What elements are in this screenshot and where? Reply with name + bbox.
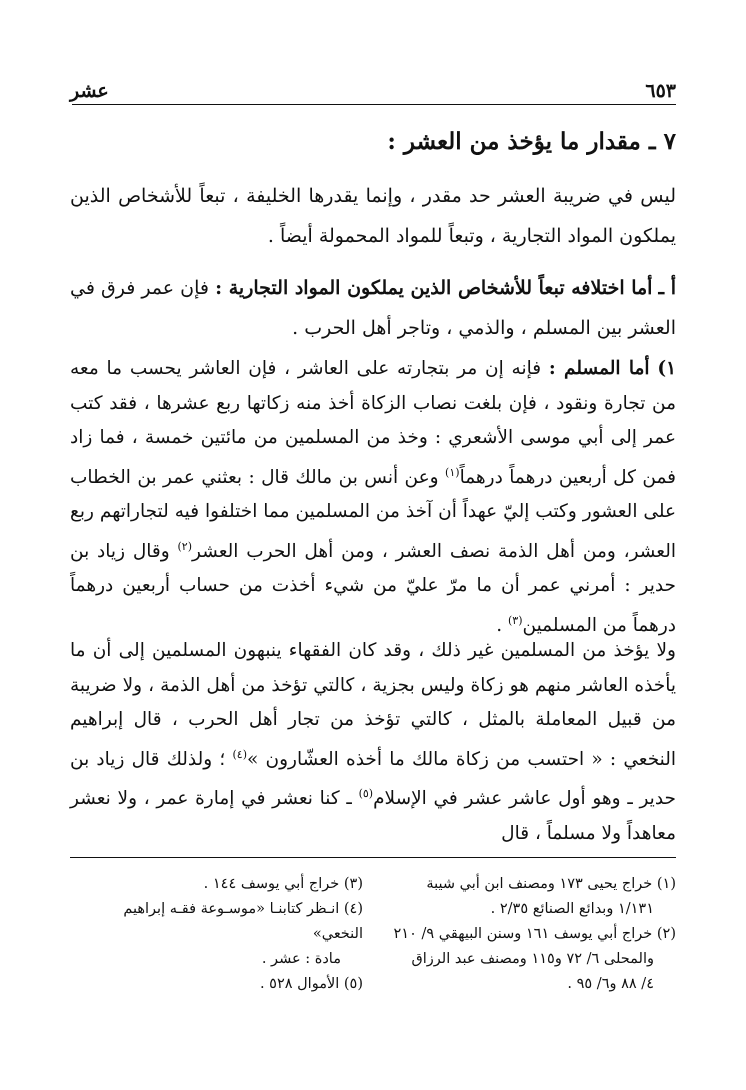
footnote-2-line-3: ٤/ ٨٨ و٦/ ٩٥ . bbox=[567, 976, 654, 992]
intro-text: ليس في ضريبة العشر حد مقدر ، وإنما يقدرها الخليفة ، تبعاً للأشخاص الذين يملكون المواد التجارية ، وتبعاً للمواد المحمولة أيضاً . bbox=[70, 185, 676, 247]
item-1-text-b: وعن أنس بن مالك قال : بعثني عمر بن الخطاب على العشور وكتب إليّ عهداً أن آخذ من المسلمين مما اختلفوا فيه لتجاراتهم ربع العشر، ومن أهل الذمة نصف العشر ، ومن أهل الحرب العشر bbox=[70, 466, 676, 562]
footnote-4-line-2: مادة : عشر . bbox=[261, 951, 341, 967]
item-1-text-a: فإنه إن مر بتجارته على العاشر ، فإن العاشر يحسب ما معه من تجارة ونقود ، فإن بلغت نصاب الزكاة أخذ منه زكاتها ربع عشرها ، فقد كتب عمر إلى أبي موسى الأشعري : وخذ من المسلمين من مائتين خمسة ، فما زاد فمن كل أربعين درهماً درهماً bbox=[70, 358, 676, 488]
para-2-text-a: ولا يؤخذ من المسلمين غير ذلك ، وقد كان الفقهاء ينبهون المسلمين إلى أن ما يأخذه العاشر منهم هو زكاة وليس بجزية ، كالتي تؤخذ من أهل الذمة ، ولا ضريبة من قبيل المعاملة بالمثل ، كالتي تؤخذ من تجار أهل الحرب ، قال إبراهيم النخعي : « احتسب من زكاة مالك ما أخذه العشّارون » bbox=[70, 640, 676, 770]
footnote-1-line-1: (١) خراج يحيى ١٧٣ ومصنف ابن أبي شيبة bbox=[426, 876, 676, 892]
second-paragraph bbox=[70, 634, 676, 851]
intro-paragraph bbox=[70, 176, 676, 256]
page-number: ٦٥٣ bbox=[645, 80, 676, 102]
footnote-2-line-1: (٢) خراج أبي يوسف ١٦١ وسنن البيهقي ٩/ ٢١٠ bbox=[393, 926, 676, 942]
running-head bbox=[70, 72, 676, 102]
footnotes-column-right bbox=[369, 872, 676, 997]
header-rule bbox=[72, 104, 676, 105]
footnote-ref-3[interactable]: (٣) bbox=[508, 613, 523, 627]
para-2-text-b: ؛ ولذلك قال زياد بن حدير ـ وهو أول عاشر عشر في الإسلام bbox=[70, 748, 676, 810]
footnotes-column-left bbox=[70, 872, 369, 997]
item-1-paragraph bbox=[70, 352, 676, 643]
item-a-paragraph bbox=[70, 268, 676, 348]
item-1-lead: أما المسلم : bbox=[548, 358, 650, 379]
footnote-1-line-2: ١/١٣١ وبدائع الصنائع ٢/٣٥ . bbox=[490, 901, 654, 917]
item-1-text-c: وقال زياد بن حدير : أمرني عمر أن ما مرّ عليّ من شيء أخذت من حساب أربعين درهماً درهماً من المسلمين bbox=[70, 540, 676, 636]
footnote-2-line-2: والمحلى ٦/ ٧٢ و١١٥ ومصنف عبد الرزاق bbox=[411, 951, 654, 967]
footnotes bbox=[70, 872, 676, 997]
footnote-5: (٥) الأموال ٥٢٨ . bbox=[259, 976, 363, 992]
footnote-3: (٣) خراج أبي يوسف ١٤٤ . bbox=[203, 876, 363, 892]
footnote-ref-5[interactable]: (٥) bbox=[358, 787, 374, 801]
item-1-text-d: . bbox=[496, 614, 503, 636]
footnote-ref-2[interactable]: (٢) bbox=[177, 539, 193, 553]
footnote-rule bbox=[70, 857, 676, 858]
item-a-text: فإن عمر فرق في العشر بين المسلم ، والذمي ، وتاجر أهل الحرب . bbox=[70, 277, 676, 339]
running-title: عشر bbox=[70, 80, 109, 102]
footnote-ref-4[interactable]: (٤) bbox=[232, 747, 248, 761]
footnote-ref-1[interactable]: (١) bbox=[445, 465, 460, 479]
para-2-text-c: ـ كنا نعشر في إمارة عمر ، ولا نعشر معاهداً ولا مسلماً ، قال bbox=[70, 788, 676, 844]
item-1-marker: ١) bbox=[657, 358, 677, 379]
item-a-lead: أما اختلافه تبعاً للأشخاص الذين يملكون المواد التجارية : bbox=[215, 277, 653, 299]
item-a-marker: أ ـ bbox=[658, 277, 677, 299]
section-heading: ٧ ـ مقدار ما يؤخذ من العشر : bbox=[387, 128, 676, 155]
footnote-4-line-1: (٤) انـظر كتابنـا «موسـوعة فقـه إبراهيم النخعي» bbox=[123, 901, 363, 942]
